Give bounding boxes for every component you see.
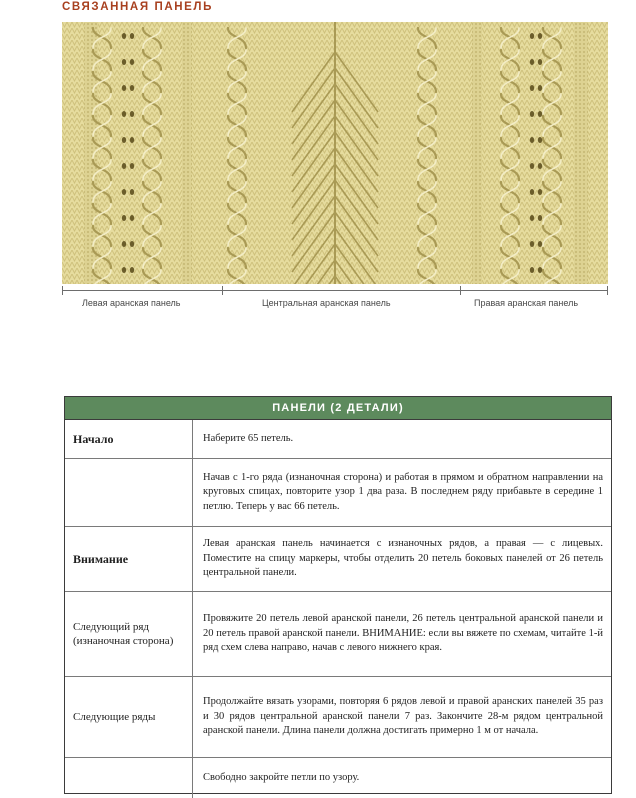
eyelet: [130, 33, 134, 39]
eyelet: [130, 189, 134, 195]
purl-column-left: [84, 22, 98, 284]
knitted-panel-photo: [62, 22, 608, 284]
eyelet: [122, 85, 126, 91]
eyelet: [122, 163, 126, 169]
eyelet: [538, 111, 542, 117]
eyelet: [122, 215, 126, 221]
eyelet: [122, 189, 126, 195]
eyelet: [530, 215, 534, 221]
eyelet: [130, 215, 134, 221]
purl-column-right: [574, 22, 588, 284]
scale-line: [62, 290, 608, 291]
eyelet: [530, 33, 534, 39]
eyelet: [122, 241, 126, 247]
eyelet: [538, 33, 542, 39]
scale-tick-right: [607, 286, 608, 295]
eyelet: [530, 111, 534, 117]
row-label: Начало: [65, 420, 193, 458]
eyelet: [538, 189, 542, 195]
row-text: Наберите 65 петель.: [203, 432, 294, 444]
eyelet: [538, 267, 542, 273]
row-label: Следующие ряды: [65, 677, 193, 757]
eyelet: [538, 137, 542, 143]
eyelet: [530, 85, 534, 91]
eyelet: [530, 59, 534, 65]
scale-tick-mid-left: [222, 286, 223, 295]
eyelet: [530, 267, 534, 273]
eyelet: [130, 137, 134, 143]
row-label: Следующий ряд (изнаночная сторона): [65, 592, 193, 676]
table-header: ПАНЕЛИ (2 ДЕТАЛИ): [65, 397, 611, 420]
eyelet: [538, 215, 542, 221]
row-text: Продолжайте вязать узорами, повторяя 6 рядов левой и правой аранских панелей 35 раз и 30 рядов центральной аранской панели 7 раз. Закончите 28-м рядом центральной аранской панели. Длина панели должна достигать примерно 1 м от начала.: [203, 696, 603, 737]
section-title: СВЯЗАННАЯ ПАНЕЛЬ: [62, 1, 213, 13]
row-text: Левая аранская панель начинается с изнаночных рядов, а правая — с лицевых. Поместите на спицу маркеры, чтобы отделить 20 петель боковых панелей от 26 петель центральной панели.: [203, 538, 603, 579]
eyelet: [122, 59, 126, 65]
purl-column-right-inner: [472, 22, 482, 284]
row-text: Начав с 1-го ряда (изнаночная сторона) и работая в прямом и обратном направлении на круговых спицах, повторите узор 1 два раза. В последнем ряду прибавьте в середине 1 петлю. Теперь у вас 66 петель.: [203, 471, 603, 512]
eyelet: [130, 163, 134, 169]
eyelet: [130, 59, 134, 65]
eyelet: [130, 241, 134, 247]
eyelet: [530, 189, 534, 195]
table-row: [65, 592, 611, 677]
eyelet: [538, 85, 542, 91]
eyelet: [130, 111, 134, 117]
table-row: [65, 420, 611, 459]
eyelet: [122, 33, 126, 39]
eyelet: [538, 163, 542, 169]
row-label: [65, 459, 193, 526]
panel-scale: [62, 286, 608, 312]
scale-tick-left: [62, 286, 63, 295]
row-text: Свободно закройте петли по узору.: [203, 771, 360, 783]
eyelet: [122, 111, 126, 117]
table-row: [65, 758, 611, 798]
label-right-panel: Правая аранская панель: [474, 298, 579, 308]
row-label: Внимание: [65, 527, 193, 591]
eyelet: [122, 137, 126, 143]
row-text: Провяжите 20 петель левой аранской панели, 26 петель центральной аранской панели и 20 петель правой аранской панели. ВНИМАНИЕ: если вы вяжете по схемам, читайте 1-й ряд схем слева направо, начав с левого нижнего края.: [203, 613, 603, 654]
table-row: [65, 459, 611, 527]
instructions-table: [64, 396, 612, 794]
eyelet: [530, 241, 534, 247]
eyelet: [538, 59, 542, 65]
scale-tick-mid-right: [460, 286, 461, 295]
eyelet: [122, 267, 126, 273]
eyelet: [130, 267, 134, 273]
eyelet: [530, 163, 534, 169]
eyelet: [530, 137, 534, 143]
table-row: [65, 677, 611, 758]
eyelet: [130, 85, 134, 91]
purl-column-left-inner: [182, 22, 192, 284]
row-label: [65, 758, 193, 798]
label-left-panel: Левая аранская панель: [82, 298, 181, 308]
label-center-panel: Центральная аранская панель: [262, 298, 391, 308]
eyelet: [538, 241, 542, 247]
table-row: [65, 527, 611, 592]
